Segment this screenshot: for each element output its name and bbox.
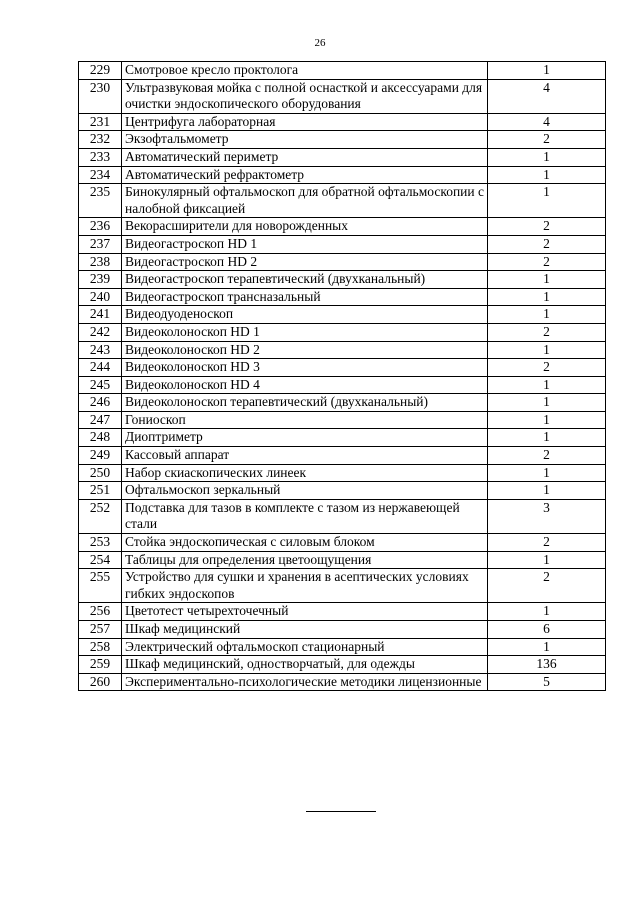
row-number: 231 (79, 113, 122, 131)
item-quantity: 4 (488, 79, 606, 113)
item-name: Экзофтальмометр (122, 131, 488, 149)
row-number: 256 (79, 603, 122, 621)
item-name: Векорасширители для новорожденных (122, 218, 488, 236)
row-number: 260 (79, 673, 122, 691)
item-name: Видеоколоноскоп HD 3 (122, 359, 488, 377)
item-quantity: 1 (488, 341, 606, 359)
row-number: 248 (79, 429, 122, 447)
row-number: 254 (79, 551, 122, 569)
item-name: Видеоколоноскоп терапевтический (двухканальный) (122, 394, 488, 412)
row-number: 252 (79, 499, 122, 533)
table-row (79, 359, 606, 377)
table-row (79, 62, 606, 80)
table-row (79, 429, 606, 447)
item-name: Электрический офтальмоскоп стационарный (122, 638, 488, 656)
footer-divider (306, 811, 376, 812)
row-number: 234 (79, 166, 122, 184)
row-number: 246 (79, 394, 122, 412)
item-quantity: 6 (488, 621, 606, 639)
table-row (79, 184, 606, 218)
row-number: 245 (79, 376, 122, 394)
item-name: Видеоколоноскоп HD 1 (122, 323, 488, 341)
item-quantity: 2 (488, 235, 606, 253)
row-number: 240 (79, 288, 122, 306)
table-row (79, 411, 606, 429)
item-quantity: 4 (488, 113, 606, 131)
item-quantity: 1 (488, 306, 606, 324)
item-name: Видеоколоноскоп HD 2 (122, 341, 488, 359)
table-row (79, 271, 606, 289)
row-number: 235 (79, 184, 122, 218)
row-number: 243 (79, 341, 122, 359)
item-quantity: 2 (488, 218, 606, 236)
item-quantity: 2 (488, 534, 606, 552)
item-quantity: 1 (488, 551, 606, 569)
table-row (79, 341, 606, 359)
row-number: 242 (79, 323, 122, 341)
row-number: 230 (79, 79, 122, 113)
table-row (79, 673, 606, 691)
row-number: 229 (79, 62, 122, 80)
item-quantity: 3 (488, 499, 606, 533)
item-name: Автоматический рефрактометр (122, 166, 488, 184)
table-row (79, 306, 606, 324)
item-name: Видеогастроскоп HD 2 (122, 253, 488, 271)
item-quantity: 1 (488, 603, 606, 621)
row-number: 232 (79, 131, 122, 149)
row-number: 236 (79, 218, 122, 236)
item-quantity: 1 (488, 638, 606, 656)
item-quantity: 1 (488, 411, 606, 429)
item-name: Гониоскоп (122, 411, 488, 429)
table-row (79, 551, 606, 569)
row-number: 251 (79, 482, 122, 500)
table-row (79, 447, 606, 465)
table-row (79, 569, 606, 603)
item-name: Стойка эндоскопическая с силовым блоком (122, 534, 488, 552)
item-quantity: 1 (488, 166, 606, 184)
table-row (79, 166, 606, 184)
table-row (79, 376, 606, 394)
item-quantity: 1 (488, 429, 606, 447)
item-quantity: 1 (488, 482, 606, 500)
table-row (79, 656, 606, 674)
table-row (79, 464, 606, 482)
item-name: Смотровое кресло проктолога (122, 62, 488, 80)
row-number: 239 (79, 271, 122, 289)
item-name: Видеогастроскоп терапевтический (двухканальный) (122, 271, 488, 289)
item-quantity: 2 (488, 359, 606, 377)
item-name: Устройство для сушки и хранения в асептических условиях гибких эндоскопов (122, 569, 488, 603)
item-quantity: 136 (488, 656, 606, 674)
item-quantity: 2 (488, 569, 606, 603)
row-number: 233 (79, 148, 122, 166)
row-number: 244 (79, 359, 122, 377)
item-quantity: 5 (488, 673, 606, 691)
row-number: 241 (79, 306, 122, 324)
table-row (79, 148, 606, 166)
table-row (79, 323, 606, 341)
item-name: Офтальмоскоп зеркальный (122, 482, 488, 500)
item-quantity: 1 (488, 271, 606, 289)
row-number: 247 (79, 411, 122, 429)
table-row (79, 79, 606, 113)
row-number: 250 (79, 464, 122, 482)
item-name: Кассовый аппарат (122, 447, 488, 465)
page-number: 26 (314, 37, 326, 49)
item-name: Таблицы для определения цветоощущения (122, 551, 488, 569)
row-number: 249 (79, 447, 122, 465)
item-name: Цветотест четырехточечный (122, 603, 488, 621)
item-quantity: 1 (488, 464, 606, 482)
table-row (79, 499, 606, 533)
row-number: 253 (79, 534, 122, 552)
item-quantity: 2 (488, 447, 606, 465)
item-name: Шкаф медицинский, одностворчатый, для одежды (122, 656, 488, 674)
item-quantity: 1 (488, 376, 606, 394)
item-name: Центрифуга лабораторная (122, 113, 488, 131)
table-row (79, 638, 606, 656)
row-number: 255 (79, 569, 122, 603)
row-number: 258 (79, 638, 122, 656)
item-name: Набор скиаскопических линеек (122, 464, 488, 482)
item-name: Автоматический периметр (122, 148, 488, 166)
item-quantity: 1 (488, 288, 606, 306)
item-quantity: 1 (488, 394, 606, 412)
table-row (79, 235, 606, 253)
item-quantity: 1 (488, 62, 606, 80)
item-name: Видеогастроскоп HD 1 (122, 235, 488, 253)
item-quantity: 2 (488, 253, 606, 271)
item-name: Шкаф медицинский (122, 621, 488, 639)
item-name: Диоптриметр (122, 429, 488, 447)
item-quantity: 2 (488, 323, 606, 341)
item-quantity: 1 (488, 184, 606, 218)
item-name: Бинокулярный офтальмоскоп для обратной офтальмоскопии с налобной фиксацией (122, 184, 488, 218)
table-row (79, 253, 606, 271)
table-row (79, 218, 606, 236)
item-quantity: 2 (488, 131, 606, 149)
table-row (79, 534, 606, 552)
item-name: Видеодуоденоскоп (122, 306, 488, 324)
row-number: 259 (79, 656, 122, 674)
table-row (79, 113, 606, 131)
item-name: Подставка для тазов в комплекте с тазом из нержавеющей стали (122, 499, 488, 533)
item-name: Экспериментально-психологические методики лицензионные (122, 673, 488, 691)
item-name: Ультразвуковая мойка с полной оснасткой и аксессуарами для очистки эндоскопического оборудования (122, 79, 488, 113)
row-number: 238 (79, 253, 122, 271)
equipment-table (78, 61, 606, 691)
item-name: Видеоколоноскоп HD 4 (122, 376, 488, 394)
equipment-table-body (79, 62, 606, 691)
table-row (79, 131, 606, 149)
row-number: 237 (79, 235, 122, 253)
table-row (79, 603, 606, 621)
table-row (79, 394, 606, 412)
table-row (79, 482, 606, 500)
item-quantity: 1 (488, 148, 606, 166)
table-row (79, 621, 606, 639)
item-name: Видеогастроскоп трансназальный (122, 288, 488, 306)
row-number: 257 (79, 621, 122, 639)
table-row (79, 288, 606, 306)
